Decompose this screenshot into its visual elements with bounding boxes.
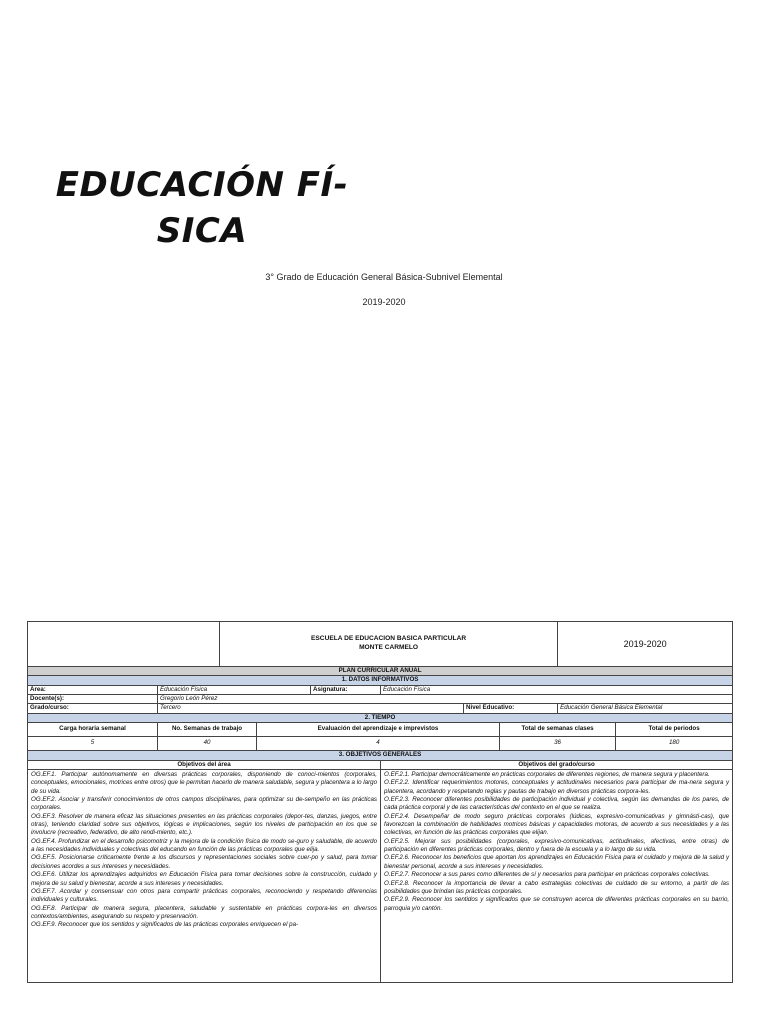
plan-title-row bbox=[28, 667, 733, 676]
docente-label: Docente(s): bbox=[28, 695, 158, 704]
area-row bbox=[28, 685, 733, 694]
objective-item: OG.EF.6. Utilizar los aprendizajes adquiridos en Educación Física para tomar decisiones sobre la construcción, cuidado y mejora de su salud y bienestar, acorde a sus intereses y necesidades. bbox=[31, 871, 378, 887]
asignatura-value: Educación Física bbox=[381, 685, 733, 694]
objective-item: OG.EF.8. Participar de manera segura, placentera, saludable y sustentable en prácticas corpora-les en diversos contextos/ambientes, asegurando su respeto y preservación. bbox=[31, 904, 378, 920]
document-title bbox=[52, 162, 352, 254]
tiempo-value: 4 bbox=[257, 737, 500, 751]
tiempo-value: 40 bbox=[158, 737, 257, 751]
objective-item: OG.EF.5. Posicionarse críticamente frente a los discursos y representaciones sociales sobre cuer-po y salud, para tomar decisiones acordes a sus intereses y necesidades. bbox=[31, 854, 378, 870]
grado-row bbox=[28, 704, 733, 713]
tiempo-header: Carga horaria semanal bbox=[28, 723, 158, 737]
grado-value: Tercero bbox=[158, 704, 464, 713]
school-header-row bbox=[28, 622, 733, 667]
objective-item: O.EF.2.8. Reconocer la importancia de llevar a cabo estrategias colectivas de cuidado de su entorno, a partir de las posibilidades que brindan las prácticas corporales. bbox=[384, 879, 730, 895]
objective-item: O.EF.2.5. Mejorar sus posibilidades (corporales, expresivo-comunicativas, actitudinales, afectivas, entre otras) de participación en diferentes prácticas corporales, dentro y fuera de la escuela y a lo largo de su vida. bbox=[384, 837, 730, 854]
objective-item: O.EF.2.7. Reconocer a sus pares como diferentes de sí y necesarios para participar en prácticas corporales colectivas. bbox=[384, 871, 710, 879]
plan-year: 2019-2020 bbox=[558, 622, 733, 667]
grade-subtitle: 3° Grado de Educación General Básica-Subnivel Elemental bbox=[265, 272, 503, 282]
school-year: 2019-2020 bbox=[362, 297, 406, 307]
tiempo-header: No. Semanas de trabajo bbox=[158, 723, 257, 737]
area-value: Educación Física bbox=[158, 685, 311, 694]
docente-value: Gregorio León Pérez bbox=[158, 695, 733, 704]
nivel-value: Educación General Básica Elemental bbox=[558, 704, 733, 713]
tiempo-values-row bbox=[28, 737, 733, 751]
objective-item: OG.EF.2. Asociar y transferir conocimientos de otros campos disciplinares, para optimizar su de-sempeño en las prácticas corporales. bbox=[31, 795, 378, 812]
tiempo-value: 5 bbox=[28, 737, 158, 751]
objective-item: OG.EF.3. Resolver de manera eficaz las situaciones presentes en las prácticas corporales (depor-tes, danzas, juegos, entre otras), teniendo claridad sobre sus objetivos, lógicas e implicaciones, según los niveles de participación en los que se involucre (recreativo, federativo, de alto rendi-miento, etc.). bbox=[31, 812, 378, 837]
section-objetivos-generales: 3. OBJETIVOS GENERALES bbox=[28, 751, 733, 760]
plan-title: PLAN CURRICULAR ANUAL bbox=[28, 667, 733, 676]
objetivos-area-list bbox=[28, 769, 381, 982]
asignatura-label: Asignatura: bbox=[311, 685, 381, 694]
logo-cell bbox=[28, 622, 220, 667]
objective-item: O.EF.2.4. Desempeñar de modo seguro prácticas corporales (lúdicas, expresivo-comunicativas y gimnásti-cas), que favorezcan la combinación de habilidades motrices básicas y capacidades motoras, de acuerdo a sus necesidades y a las colectivas, en función de las prácticas corporales que elijan. bbox=[384, 812, 730, 837]
nivel-label: Nivel Educativo: bbox=[464, 704, 558, 713]
section-3-row bbox=[28, 751, 733, 760]
tiempo-header: Total de periodos bbox=[616, 723, 733, 737]
tiempo-header-row bbox=[28, 723, 733, 737]
section-1-row bbox=[28, 676, 733, 685]
objective-item: O.EF.2.1. Participar democráticamente en prácticas corporales de diferentes regiones, de manera segura y placentera. bbox=[384, 770, 710, 778]
tiempo-header: Total de semanas clases bbox=[500, 723, 616, 737]
school-name-cell bbox=[220, 622, 558, 667]
objective-item: OG.EF.7. Acordar y consensuar con otros para compartir prácticas corporales, reconociendo y respetando diferencias individuales y culturales. bbox=[31, 887, 378, 904]
objetivos-area-header: Objetivos del área bbox=[28, 760, 381, 769]
title-line-1: EDUCACIÓN FÍ- bbox=[55, 165, 349, 205]
tiempo-value: 180 bbox=[616, 737, 733, 751]
objetivos-grado-list bbox=[381, 769, 733, 982]
objective-item: O.EF.2.6. Reconocer los beneficios que aportan los aprendizajes en Educación Física para el cuidado y mejora de la salud y bienestar personal, acorde a sus intereses y necesidades. bbox=[384, 854, 730, 870]
objetivos-header-row bbox=[28, 760, 733, 769]
section-tiempo: 2. TIEMPO bbox=[28, 713, 733, 722]
grado-label: Grado/curso: bbox=[28, 704, 158, 713]
objective-item: OG.EF.9. Reconocer que los sentidos y significados de las prácticas corporales enriquecen el pa- bbox=[31, 921, 299, 929]
objetivos-content-row bbox=[28, 769, 733, 982]
section-datos-informativos: 1. DATOS INFORMATIVOS bbox=[28, 676, 733, 685]
plan-curricular-table bbox=[27, 621, 733, 983]
tiempo-header: Evaluación del aprendizaje e imprevistos bbox=[257, 723, 500, 737]
school-name-line-2: MONTE CARMELO bbox=[359, 644, 419, 651]
objective-item: OG.EF.4. Profundizar en el desarrollo psicomotriz y la mejora de la condición física de modo se-guro y saludable, de acuerdo a las necesidades individuales y colectivas del educando en función de las prácticas corporales que elija. bbox=[31, 837, 378, 854]
objetivos-grado-header: Objetivos del grado/curso bbox=[381, 760, 733, 769]
title-line-2: SICA bbox=[156, 211, 248, 251]
section-2-row bbox=[28, 713, 733, 722]
objective-item: O.EF.2.9. Reconocer los sentidos y significados que se construyen acerca de diferentes prácticas corporales en su barrio, parroquia y/o cantón. bbox=[384, 896, 730, 912]
area-label: Área: bbox=[28, 685, 158, 694]
docente-row bbox=[28, 695, 733, 704]
objective-item: O.EF.2.2. Identificar requerimientos motores, conceptuales y actitudinales necesarios para participar de ma-nera segura y placentera, acordando y respetando reglas y pautas de trabajo en diversos prácticas corpora-les. bbox=[384, 779, 730, 795]
objective-item: O.EF.2.3. Reconocer diferentes posibilidades de participación individual y colectiva, según las demandas de los pares, de cada práctica corporal y de las características del contexto en el que se realiza. bbox=[384, 795, 730, 812]
objective-item: OG.EF.1. Participar autónomamente en diversas prácticas corporales, disponiendo de conoci-mientos (corporales, conceptuales, emocionales, motrices entre otros) que le permitan hacerlo de manera saludable, segura y placentera a lo largo de su vida. bbox=[31, 770, 378, 795]
tiempo-value: 36 bbox=[500, 737, 616, 751]
school-name-line-1: ESCUELA DE EDUCACION BASICA PARTICULAR bbox=[311, 635, 467, 643]
